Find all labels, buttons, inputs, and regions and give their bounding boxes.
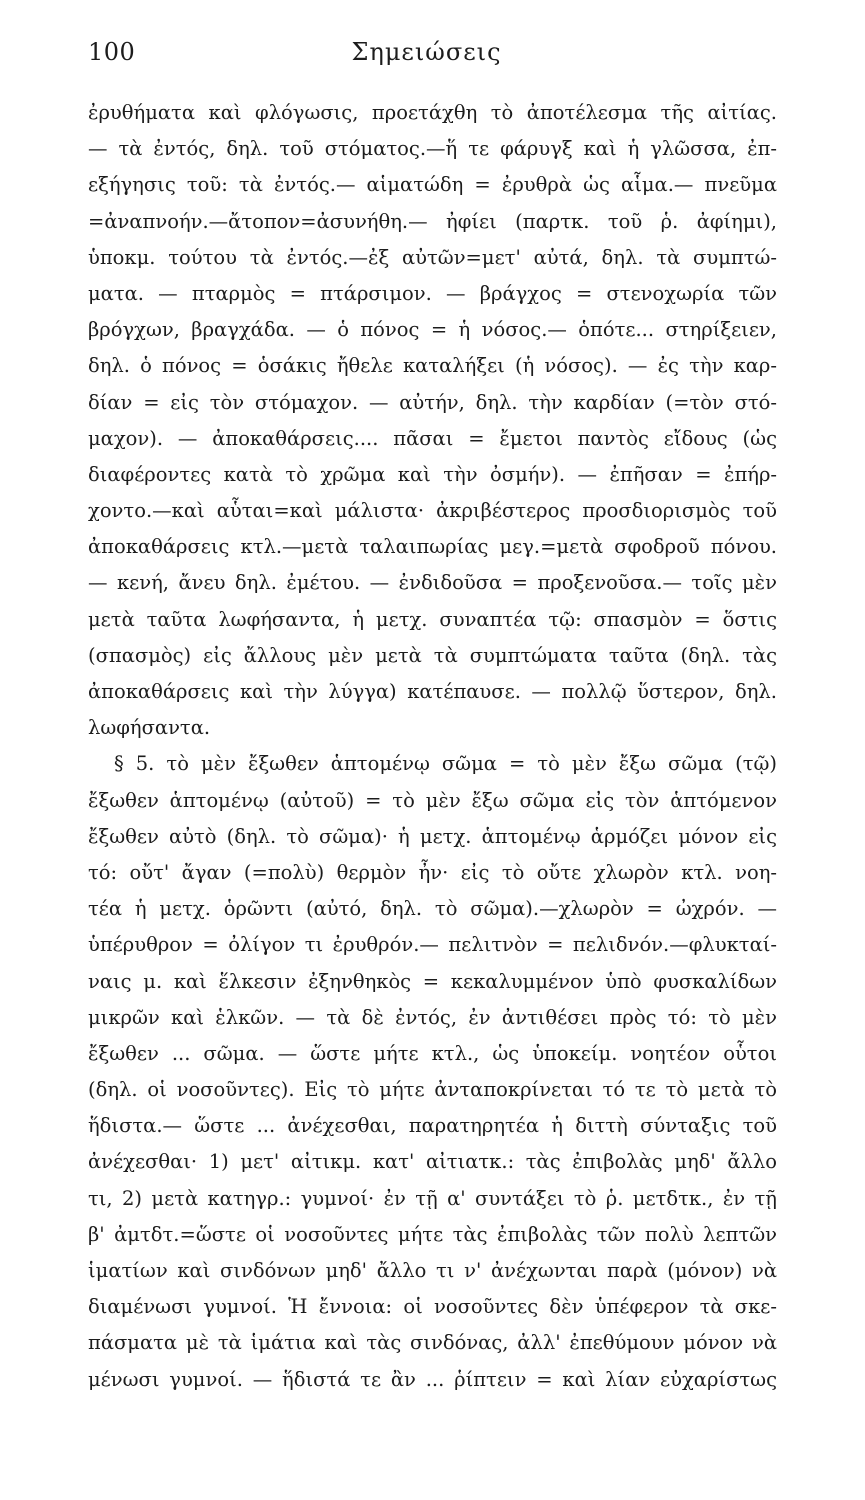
text-line: (σπασμὸς) εἰς ἄλλους μὲν μετὰ τὰ συμπτώματα ταῦτα (δηλ. τὰς	[88, 643, 777, 667]
text-line: ἔξωθεν ... σῶμα. — ὥστε μήτε κτλ., ὡς ὑποκείμ. νοητέον οὗτοι	[88, 1041, 777, 1065]
text-line: πάσματα μὲ τὰ ἱμάτια καὶ τὰς σινδόνας, ἀλλ' ἐπεθύμουν μόνον νὰ	[88, 1331, 777, 1355]
text-line: μικρῶν καὶ ἑλκῶν. — τὰ δὲ ἐντός, ἐν ἀντιθέσει πρὸς τό: τὸ μὲν	[88, 1005, 777, 1029]
text-line: — τὰ ἐντός, δηλ. τοῦ στόματος.—ἥ τε φάρυγξ καὶ ἡ γλῶσσα, ἐπ-	[88, 137, 777, 161]
text-line: ναις μ. καὶ ἕλκεσιν ἐξηνθηκὸς = κεκαλυμμένον ὑπὸ φυσκαλίδων	[88, 969, 777, 993]
text-line: βρόγχων, βραγχάδα. — ὁ πόνος = ἡ νόσος.— ὁπότε... στηρίξειεν,	[88, 318, 777, 342]
text-line: λωφήσαντα.	[88, 716, 211, 740]
text-line: β' ἀμτδτ.=ὥστε οἱ νοσοῦντες μήτε τὰς ἐπιβολὰς τῶν πολὺ λεπτῶν	[88, 1222, 777, 1246]
page-number: 100	[88, 38, 136, 66]
text-line: ματα. — πταρμὸς = πτάρσιμον. — βράγχος = στενοχωρία τῶν	[88, 281, 777, 305]
text-line: ἀνέχεσθαι· 1) μετ' αἰτικμ. κατ' αἰτιατκ.: τὰς ἐπιβολὰς μηδ' ἄλλο	[88, 1150, 777, 1174]
text-line: τέα ἡ μετχ. ὁρῶντι (αὐτό, δηλ. τὸ σῶμα).—χλωρὸν = ὠχρόν. —	[88, 897, 777, 921]
text-line: τι, 2) μετὰ κατηγρ.: γυμνοί· ἐν τῇ α' συντάξει τὸ ῥ. μετδτκ., ἐν τῇ	[88, 1186, 777, 1210]
page-header	[88, 38, 765, 78]
text-line: δίαν = εἰς τὸν στόμαχον. — αὐτήν, δηλ. τὴν καρδίαν (=τὸν στό-	[88, 390, 777, 414]
text-line: (δηλ. οἱ νοσοῦντες). Εἰς τὸ μήτε ἀνταποκρίνεται τό τε τὸ μετὰ τὸ	[88, 1078, 777, 1102]
text-line: ἐρυθήματα καὶ φλόγωσις, προετάχθη τὸ ἀποτέλεσμα τῆς αἰτίας.	[88, 101, 777, 124]
text-line: ἱματίων καὶ σινδόνων μηδ' ἄλλο τι ν' ἀνέχωνται παρὰ (μόνον) νὰ	[88, 1259, 777, 1282]
running-title: Σημειώσεις	[351, 38, 502, 66]
text-line: ἔξωθεν ἁπτομένῳ (αὐτοῦ) = τὸ μὲν ἔξω σῶμα εἰς τὸν ἁπτόμενον	[88, 788, 777, 812]
text-line: διαμένωσι γυμνοί. Ἡ ἔννοια: οἱ νοσοῦντες δὲν ὑπέφερον τὰ σκε-	[88, 1295, 777, 1319]
text-line: =ἀναπνοήν.—ἄτοπον=ἀσυνήθη.— ἠφίει (παρτκ. τοῦ ῥ. ἀφίημι),	[88, 209, 777, 233]
text-line: μαχον). — ἀποκαθάρσεις.... πᾶσαι = ἔμετοι παντὸς εἴδους (ὡς	[88, 426, 777, 450]
text-line: μετὰ ταῦτα λωφήσαντα, ἡ μετχ. συναπτέα τῷ: σπασμὸν = ὅστις	[88, 607, 777, 631]
text-line: ἔξωθεν αὐτὸ (δηλ. τὸ σῶμα)· ἡ μετχ. ἁπτομένῳ ἁρμόζει μόνον εἰς	[88, 824, 777, 848]
text-line: — κενή, ἄνευ δηλ. ἐμέτου. — ἐνδιδοῦσα = προξενοῦσα.— τοῖς μὲν	[88, 571, 777, 595]
text-line: ἀποκαθάρσεις καὶ τὴν λύγγα) κατέπαυσε. — πολλῷ ὕστερον, δηλ.	[88, 680, 777, 703]
section-start-line: § 5. τὸ μὲν ἔξωθεν ἁπτομένῳ σῶμα = τὸ μὲν ἔξω σῶμα (τῷ)	[114, 752, 777, 776]
text-line: δηλ. ὁ πόνος = ὁσάκις ἤθελε καταλήξει (ἡ νόσος). — ἐς τὴν καρ-	[88, 354, 777, 378]
text-line: ὑπέρυθρον = ὀλίγον τι ἐρυθρόν.— πελιτνὸν = πελιδνόν.—φλυκταί-	[88, 933, 777, 957]
text-line: ὑποκμ. τούτου τὰ ἐντός.—ἐξ αὐτῶν=μετ' αὐτά, δηλ. τὰ συμπτώ-	[88, 245, 777, 269]
text-line: τό: οὔτ' ἄγαν (=πολὺ) θερμὸν ἦν· εἰς τὸ οὔτε χλωρὸν κτλ. νοη-	[88, 860, 777, 884]
text-line: μένωσι γυμνοί. — ἥδιστά τε ἂν ... ῥίπτειν = καὶ λίαν εὐχαρίστως	[88, 1367, 777, 1391]
commentary-text	[88, 95, 777, 1398]
text-line: εξήγησις τοῦ: τὰ ἐντός.— αἱματώδη = ἐρυθρὰ ὡς αἷμα.— πνεῦμα	[88, 173, 777, 197]
text-line: ἥδιστα.— ὥστε ... ἀνέχεσθαι, παρατηρητέα ἡ διττὴ σύνταξις τοῦ	[88, 1114, 777, 1138]
text-line: χοντο.—καὶ αὗται=καὶ μάλιστα· ἀκριβέστερος προσδιορισμὸς τοῦ	[88, 499, 777, 523]
text-line: ἀποκαθάρσεις κτλ.—μετὰ ταλαιπωρίας μεγ.=μετὰ σφοδροῦ πόνου.	[88, 535, 777, 559]
text-line: διαφέροντες κατὰ τὸ χρῶμα καὶ τὴν ὀσμήν). — ἐπῆσαν = ἐπήρ-	[88, 462, 777, 486]
